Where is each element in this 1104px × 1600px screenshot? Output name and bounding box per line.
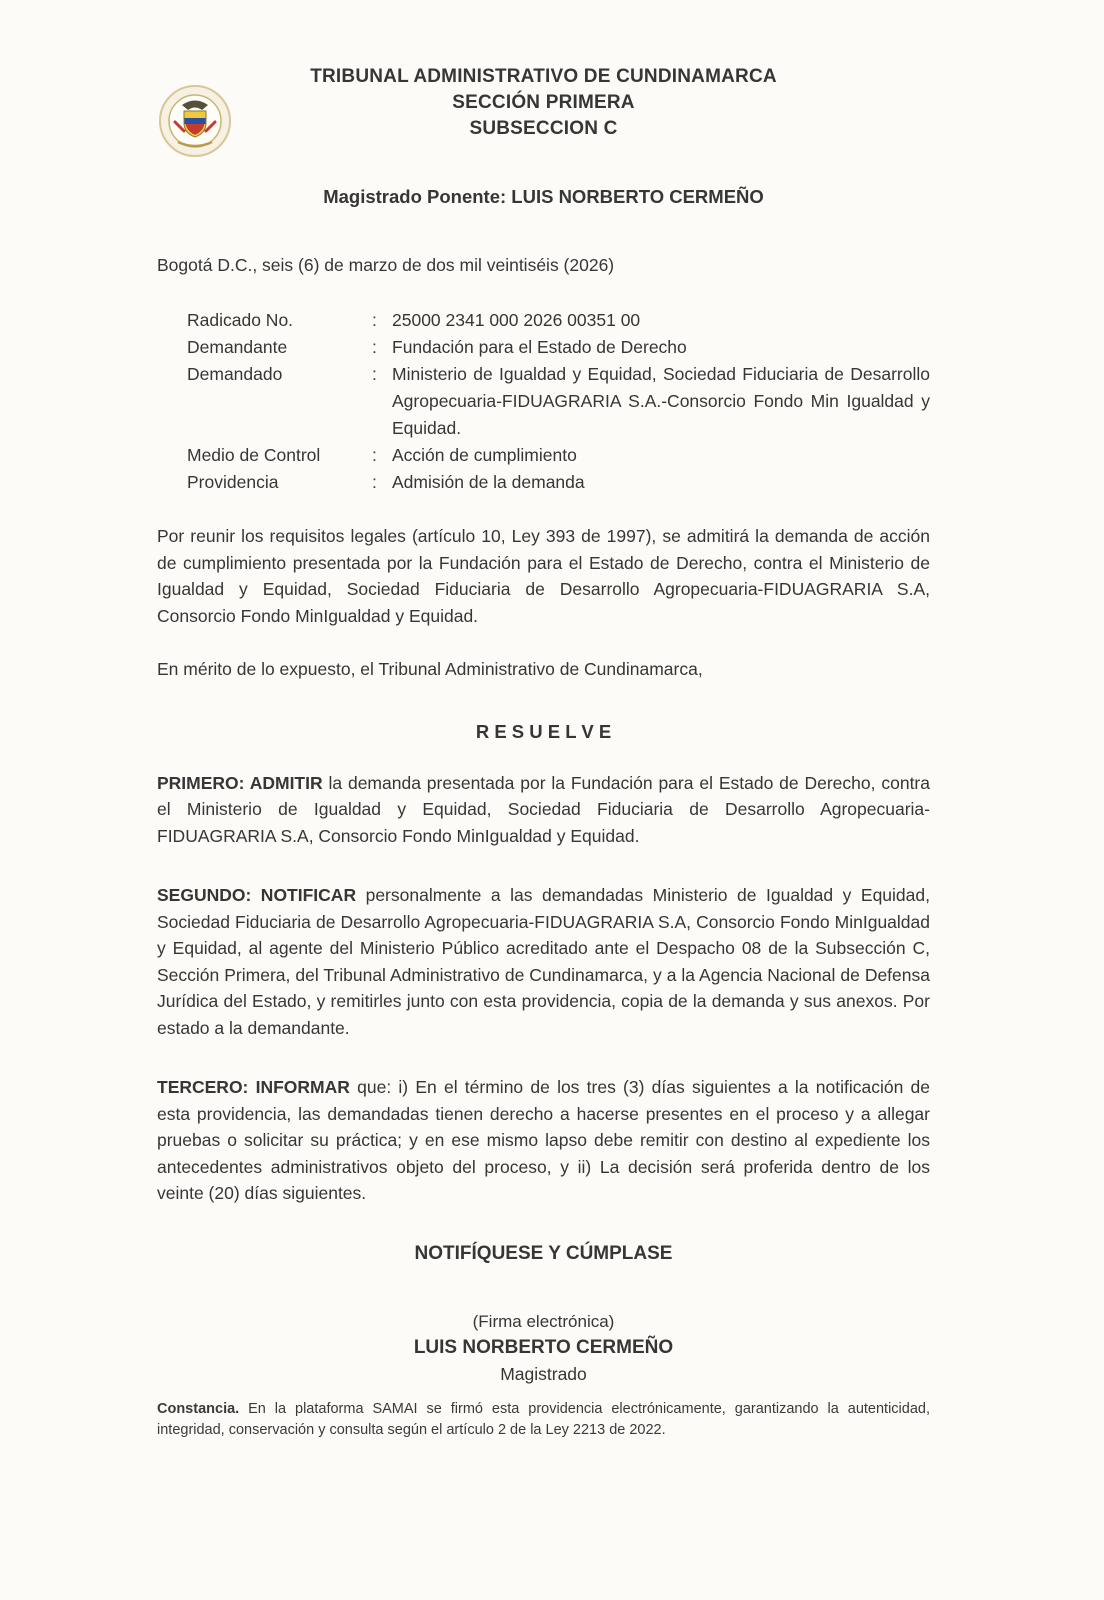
case-info-row-demandado <box>187 361 930 442</box>
primero-lead: PRIMERO: ADMITIR <box>157 772 323 793</box>
case-label: Demandante <box>187 337 288 357</box>
document-header <box>157 64 930 208</box>
case-info-table <box>187 307 930 496</box>
case-separator: : <box>372 337 377 357</box>
signer-title: Magistrado <box>500 1363 587 1384</box>
court-title-block <box>157 64 930 142</box>
case-info-row-providencia <box>187 469 930 496</box>
signer-name: LUIS NORBERTO CERMEÑO <box>413 1336 674 1358</box>
coat-of-arms-icon <box>158 84 232 158</box>
court-subsection: SUBSECCION C <box>469 118 618 139</box>
primero-text: la demanda presentada por la Fundación para el Estado de Derecho, contra el Ministerio de Igualdad y Equidad, Sociedad Fiduciaria de Desarrollo Agropecuaria-FIDUAGRARIA S.A, Consorcio Fondo MinIgualdad y Equidad. <box>157 772 930 846</box>
notifiquese-heading: NOTIFÍQUESE Y CÚMPLASE <box>414 1242 673 1264</box>
paragraph-tercero <box>157 1074 930 1207</box>
case-value: Ministerio de Igualdad y Equidad, Sociedad Fiduciaria de Desarrollo Agropecuaria-FIDUAGRARIA S.A.-Consorcio Fondo Min Igualdad y Equidad. <box>392 364 930 438</box>
case-label: Demandado <box>187 364 283 384</box>
paragraph-admission: Por reunir los requisitos legales (artículo 10, Ley 393 de 1997), se admitirá la demanda de acción de cumplimiento presentada por la Fundación para el Estado de Derecho, contra el Ministerio de Igualdad y Equidad, Sociedad Fiduciaria de Desarrollo Agropecuaria-FIDUAGRARIA S.A, Consorcio Fondo MinIgualdad y Equidad. <box>157 526 930 626</box>
constancia-text: En la plataforma SAMAI se firmó esta providencia electrónicamente, garantizando la autenticidad, integridad, conservación y consulta según el artículo 2 de la Ley 2213 de 2022. <box>157 1400 930 1438</box>
case-info-row-radicado <box>187 307 930 334</box>
case-value: Fundación para el Estado de Derecho <box>392 337 687 357</box>
case-value: Acción de cumplimiento <box>392 445 577 465</box>
case-separator: : <box>372 310 377 330</box>
tercero-text: que: i) En el término de los tres (3) días siguientes a la notificación de esta providencia, las demandadas tienen derecho a hacerse presentes en el proceso y a allegar pruebas o solicitar su práctica; y en ese mismo lapso debe remitir con destino al expediente los antecedentes administrativos objeto del proceso, y ii) La decisión será proferida dentro de los veinte (20) días siguientes. <box>157 1077 930 1203</box>
case-label: Radicado No. <box>187 310 294 330</box>
case-separator: : <box>372 445 377 465</box>
paragraph-merito: En mérito de lo expuesto, el Tribunal Administrativo de Cundinamarca, <box>157 659 703 679</box>
resuelve-heading: R E S U E L V E <box>475 720 612 742</box>
segundo-lead: SEGUNDO: NOTIFICAR <box>157 885 357 905</box>
case-separator: : <box>372 472 377 492</box>
court-name: TRIBUNAL ADMINISTRATIVO DE CUNDINAMARCA <box>310 66 777 87</box>
case-value: Admisión de la demanda <box>392 472 585 492</box>
paragraph-segundo <box>157 882 930 1041</box>
case-separator: : <box>372 364 377 384</box>
case-info-row-medio-de-control <box>187 442 930 469</box>
paragraph-primero <box>157 770 930 850</box>
magistrado-ponente-line: Magistrado Ponente: LUIS NORBERTO CERMEÑO <box>323 186 764 207</box>
constancia-lead: Constancia. <box>157 1400 240 1417</box>
case-label: Medio de Control <box>187 445 321 465</box>
case-info-row-demandante <box>187 334 930 361</box>
case-value: 25000 2341 000 2026 00351 00 <box>392 310 641 330</box>
case-label: Providencia <box>187 472 279 492</box>
constancia-note <box>157 1399 930 1442</box>
court-seal-logo <box>158 84 232 158</box>
segundo-text: personalmente a las demandadas Ministerio de Igualdad y Equidad, Sociedad Fiduciaria de Desarrollo Agropecuaria-FIDUAGRARIA S.A, Consorcio Fondo MinIgualdad y Equidad, al agente del Ministerio Público acreditado ante el Despacho 08 de la Subsección C, Sección Primera, del Tribunal Administrativo de Cundinamarca, y a la Agencia Nacional de Defensa Jurídica del Estado, y remitirles junto con esta providencia, copia de la demanda y sus anexos. Por estado a la demandante. <box>157 885 930 1038</box>
dateline: Bogotá D.C., seis (6) de marzo de dos mil veintiséis (2026) <box>157 255 615 275</box>
signature-block <box>157 1309 930 1387</box>
court-section: SECCIÓN PRIMERA <box>452 92 635 113</box>
tercero-lead: TERCERO: INFORMAR <box>157 1077 350 1097</box>
electronic-signature-note: (Firma electrónica) <box>472 1311 615 1331</box>
